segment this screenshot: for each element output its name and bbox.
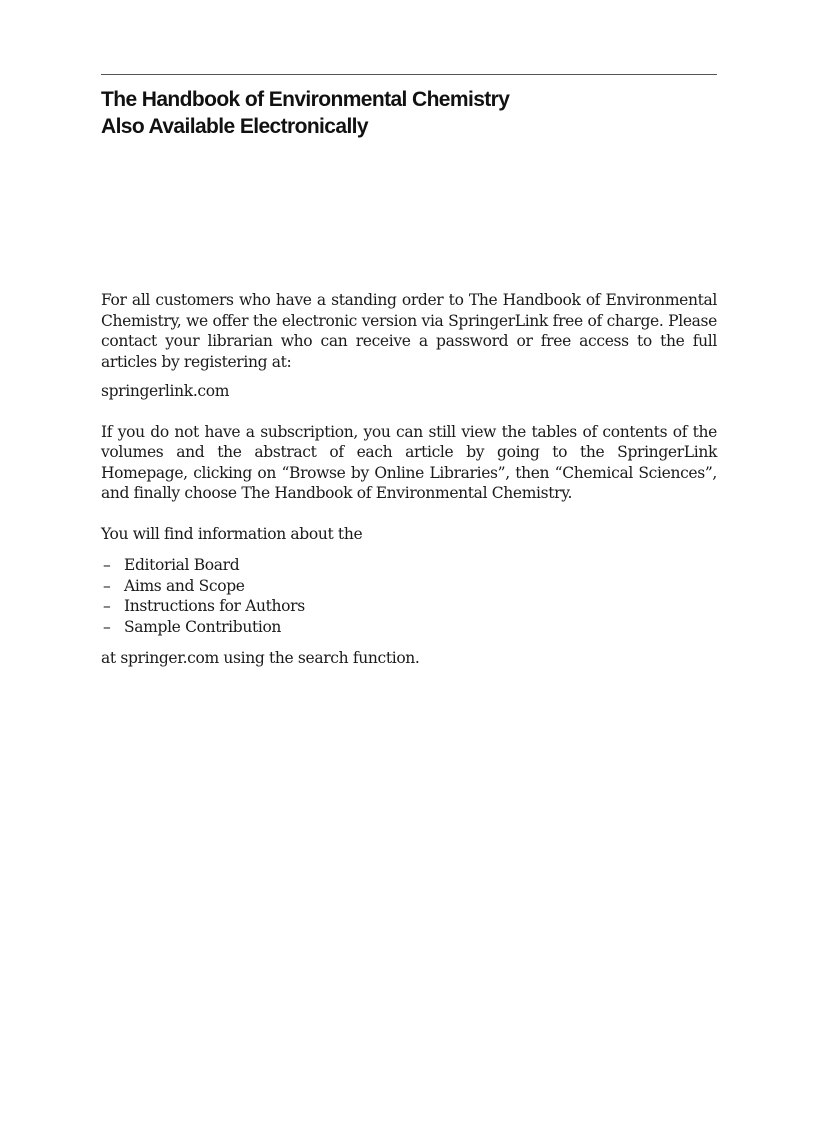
page-title xyxy=(101,86,717,140)
browse-paragraph: If you do not have a subscription, you can still view the tables of contents of the volumes and the abstract of each article by going to the SpringerLink Homepage, clicking on “Browse by Online Libraries”, then “Chemical Sciences”, and finally choose The Handbook of Environmental Chemistry. xyxy=(101,422,717,502)
top-rule xyxy=(101,74,717,75)
list-item: – Sample Contribution xyxy=(101,617,717,638)
closing-paragraph: at springer.com using the search function. xyxy=(101,649,420,667)
list-item: – Editorial Board xyxy=(101,555,717,576)
springerlink-url: springerlink.com xyxy=(101,382,230,400)
info-list xyxy=(101,555,717,637)
find-info-paragraph: You will find information about the xyxy=(101,524,363,543)
list-item: – Instructions for Authors xyxy=(101,596,717,617)
title-line-2: Also Available Electronically xyxy=(101,115,368,138)
title-line-1: The Handbook of Environmental Chemistry xyxy=(101,88,510,111)
list-item: – Aims and Scope xyxy=(101,576,717,597)
document-page xyxy=(101,0,717,1123)
intro-paragraph: For all customers who have a standing order to The Handbook of Environmental Chemistry, we offer the electronic version via SpringerLink free of charge. Please contact your librarian who can receive a password or free access to the full articles by registering at: xyxy=(101,291,717,371)
body-text xyxy=(101,290,717,669)
